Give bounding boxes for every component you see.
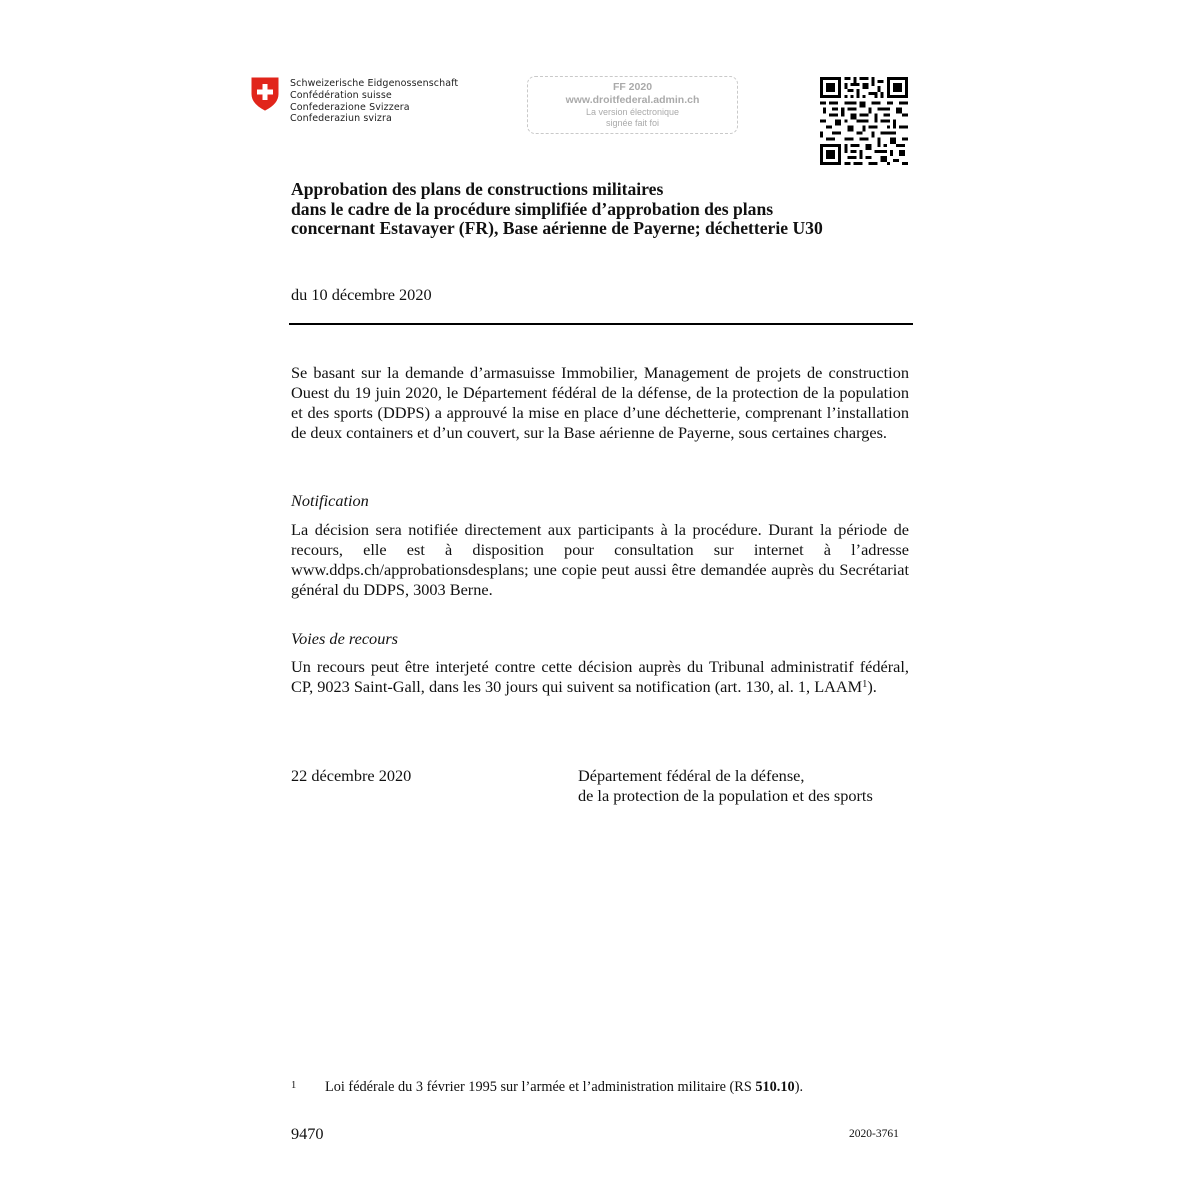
department-line-1: Département fédéral de la défense, [578, 766, 805, 785]
title-line-3: concernant Estavayer (FR), Base aérienne de Payerne; déchetterie U30 [291, 218, 823, 238]
recours-end: ). [867, 676, 877, 696]
recours-text: Un recours peut être interjeté contre cette décision auprès du Tribunal administratif fédéral, CP, 9023 Saint-Gall, dans les 30 jours qui suivent sa notification (art. 130, al. 1, LAAM [291, 657, 909, 696]
footnote-reference[interactable]: 1 [862, 678, 868, 690]
notification-paragraph: La décision sera notifiée directement aux participants à la procédure. Durant la période de recours, elle est à disposition pour consultation sur internet à l’adresse www.ddps.ch/approbationsdesplans; une copie peut aussi être demandée auprès du Secrétariat général du DDPS, 3003 Berne. [291, 520, 909, 599]
notification-heading: Notification [291, 491, 369, 510]
page-number: 9470 [291, 1124, 324, 1143]
stamp-text-2: signée fait foi [605, 118, 660, 128]
document-date: du 10 décembre 2020 [291, 285, 432, 304]
authenticity-stamp [527, 76, 738, 134]
title-line-2: dans le cadre de la procédure simplifiée d’approbation des plans [291, 198, 774, 219]
title-line-1: Approbation des plans de constructions militaires [291, 179, 664, 199]
confederation-name-rm: Confederaziun svizra [290, 113, 392, 125]
document-number: 2020-3761 [849, 1128, 899, 1140]
document-title [291, 180, 931, 239]
confederation-name-de: Schweizerische Eidgenossenschaft [290, 78, 459, 89]
swiss-coat-of-arms-icon [251, 77, 279, 111]
footnote-text-end: ). [794, 1079, 804, 1095]
intro-paragraph: Se basant sur la demande d’armasuisse Immobilier, Management de projets de construction Ouest du 19 juin 2020, le Département fédéral de la défense, de la protection de la population et des sports (DDPS) a approuvé la mise en place d’une déchetterie, comprenant l’installation de deux containers et d’un couvert, sur la Base aérienne de Payerne, sous certaines charges. [291, 363, 909, 442]
confederation-name-it: Confederazione Svizzera [290, 101, 410, 113]
stamp-text-1: La version électronique [585, 107, 680, 117]
confederation-name-fr: Confédération suisse [290, 89, 392, 101]
footnote [291, 1079, 803, 1096]
signature-department [578, 766, 873, 806]
recours-heading: Voies de recours [291, 629, 399, 648]
footnote-rs-number: 510.10 [755, 1079, 795, 1095]
signature-date: 22 décembre 2020 [291, 766, 412, 785]
footnote-text: Loi fédérale du 3 février 1995 sur l’armée et l’administration militaire (RS [325, 1079, 756, 1095]
stamp-ff-year: FF 2020 [612, 81, 653, 93]
footnote-number: 1 [291, 1080, 297, 1091]
stamp-url: www.droitfederal.admin.ch [565, 94, 700, 106]
horizontal-rule [289, 323, 913, 325]
recours-paragraph [291, 657, 909, 697]
confederation-names [290, 78, 458, 125]
qr-code-icon [820, 77, 908, 165]
department-line-2: de la protection de la population et des sports [578, 786, 873, 805]
